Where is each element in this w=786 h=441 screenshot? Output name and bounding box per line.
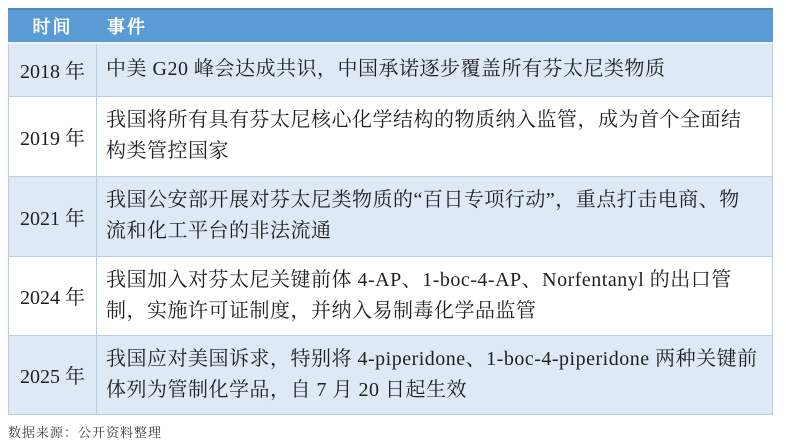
column-header-time: 时间 (9, 9, 97, 43)
table-row (9, 43, 773, 96)
row-time: 2025 年 (9, 335, 97, 414)
row-time: 2021 年 (9, 176, 97, 256)
table-row (9, 256, 773, 335)
table-header (9, 9, 773, 43)
data-source-note: 数据来源：公开资料整理 (8, 424, 163, 440)
header-row (9, 9, 773, 43)
table-row (9, 96, 773, 176)
column-header-event: 事件 (97, 9, 773, 43)
row-time: 2024 年 (9, 256, 97, 335)
events-timeline-table (8, 8, 773, 415)
row-time: 2018 年 (9, 43, 97, 96)
row-event: 我国加入对芬太尼关键前体 4-AP、1-boc-4-AP、Norfentanyl 的出口管制，实施许可证制度，并纳入易制毒化学品监管 (97, 256, 773, 335)
row-event: 中美 G20 峰会达成共识，中国承诺逐步覆盖所有芬太尼类物质 (97, 43, 773, 96)
row-event: 我国公安部开展对芬太尼类物质的“百日专项行动”，重点打击电商、物流和化工平台的非法流通 (97, 176, 773, 256)
table-row (9, 335, 773, 414)
row-event: 我国将所有具有芬太尼核心化学结构的物质纳入监管，成为首个全面结构类管控国家 (97, 96, 773, 176)
row-time: 2019 年 (9, 96, 97, 176)
row-event: 我国应对美国诉求，特别将 4-piperidone、1-boc-4-piperidone 两种关键前体列为管制化学品，自 7 月 20 日起生效 (97, 335, 773, 414)
table-row (9, 176, 773, 256)
